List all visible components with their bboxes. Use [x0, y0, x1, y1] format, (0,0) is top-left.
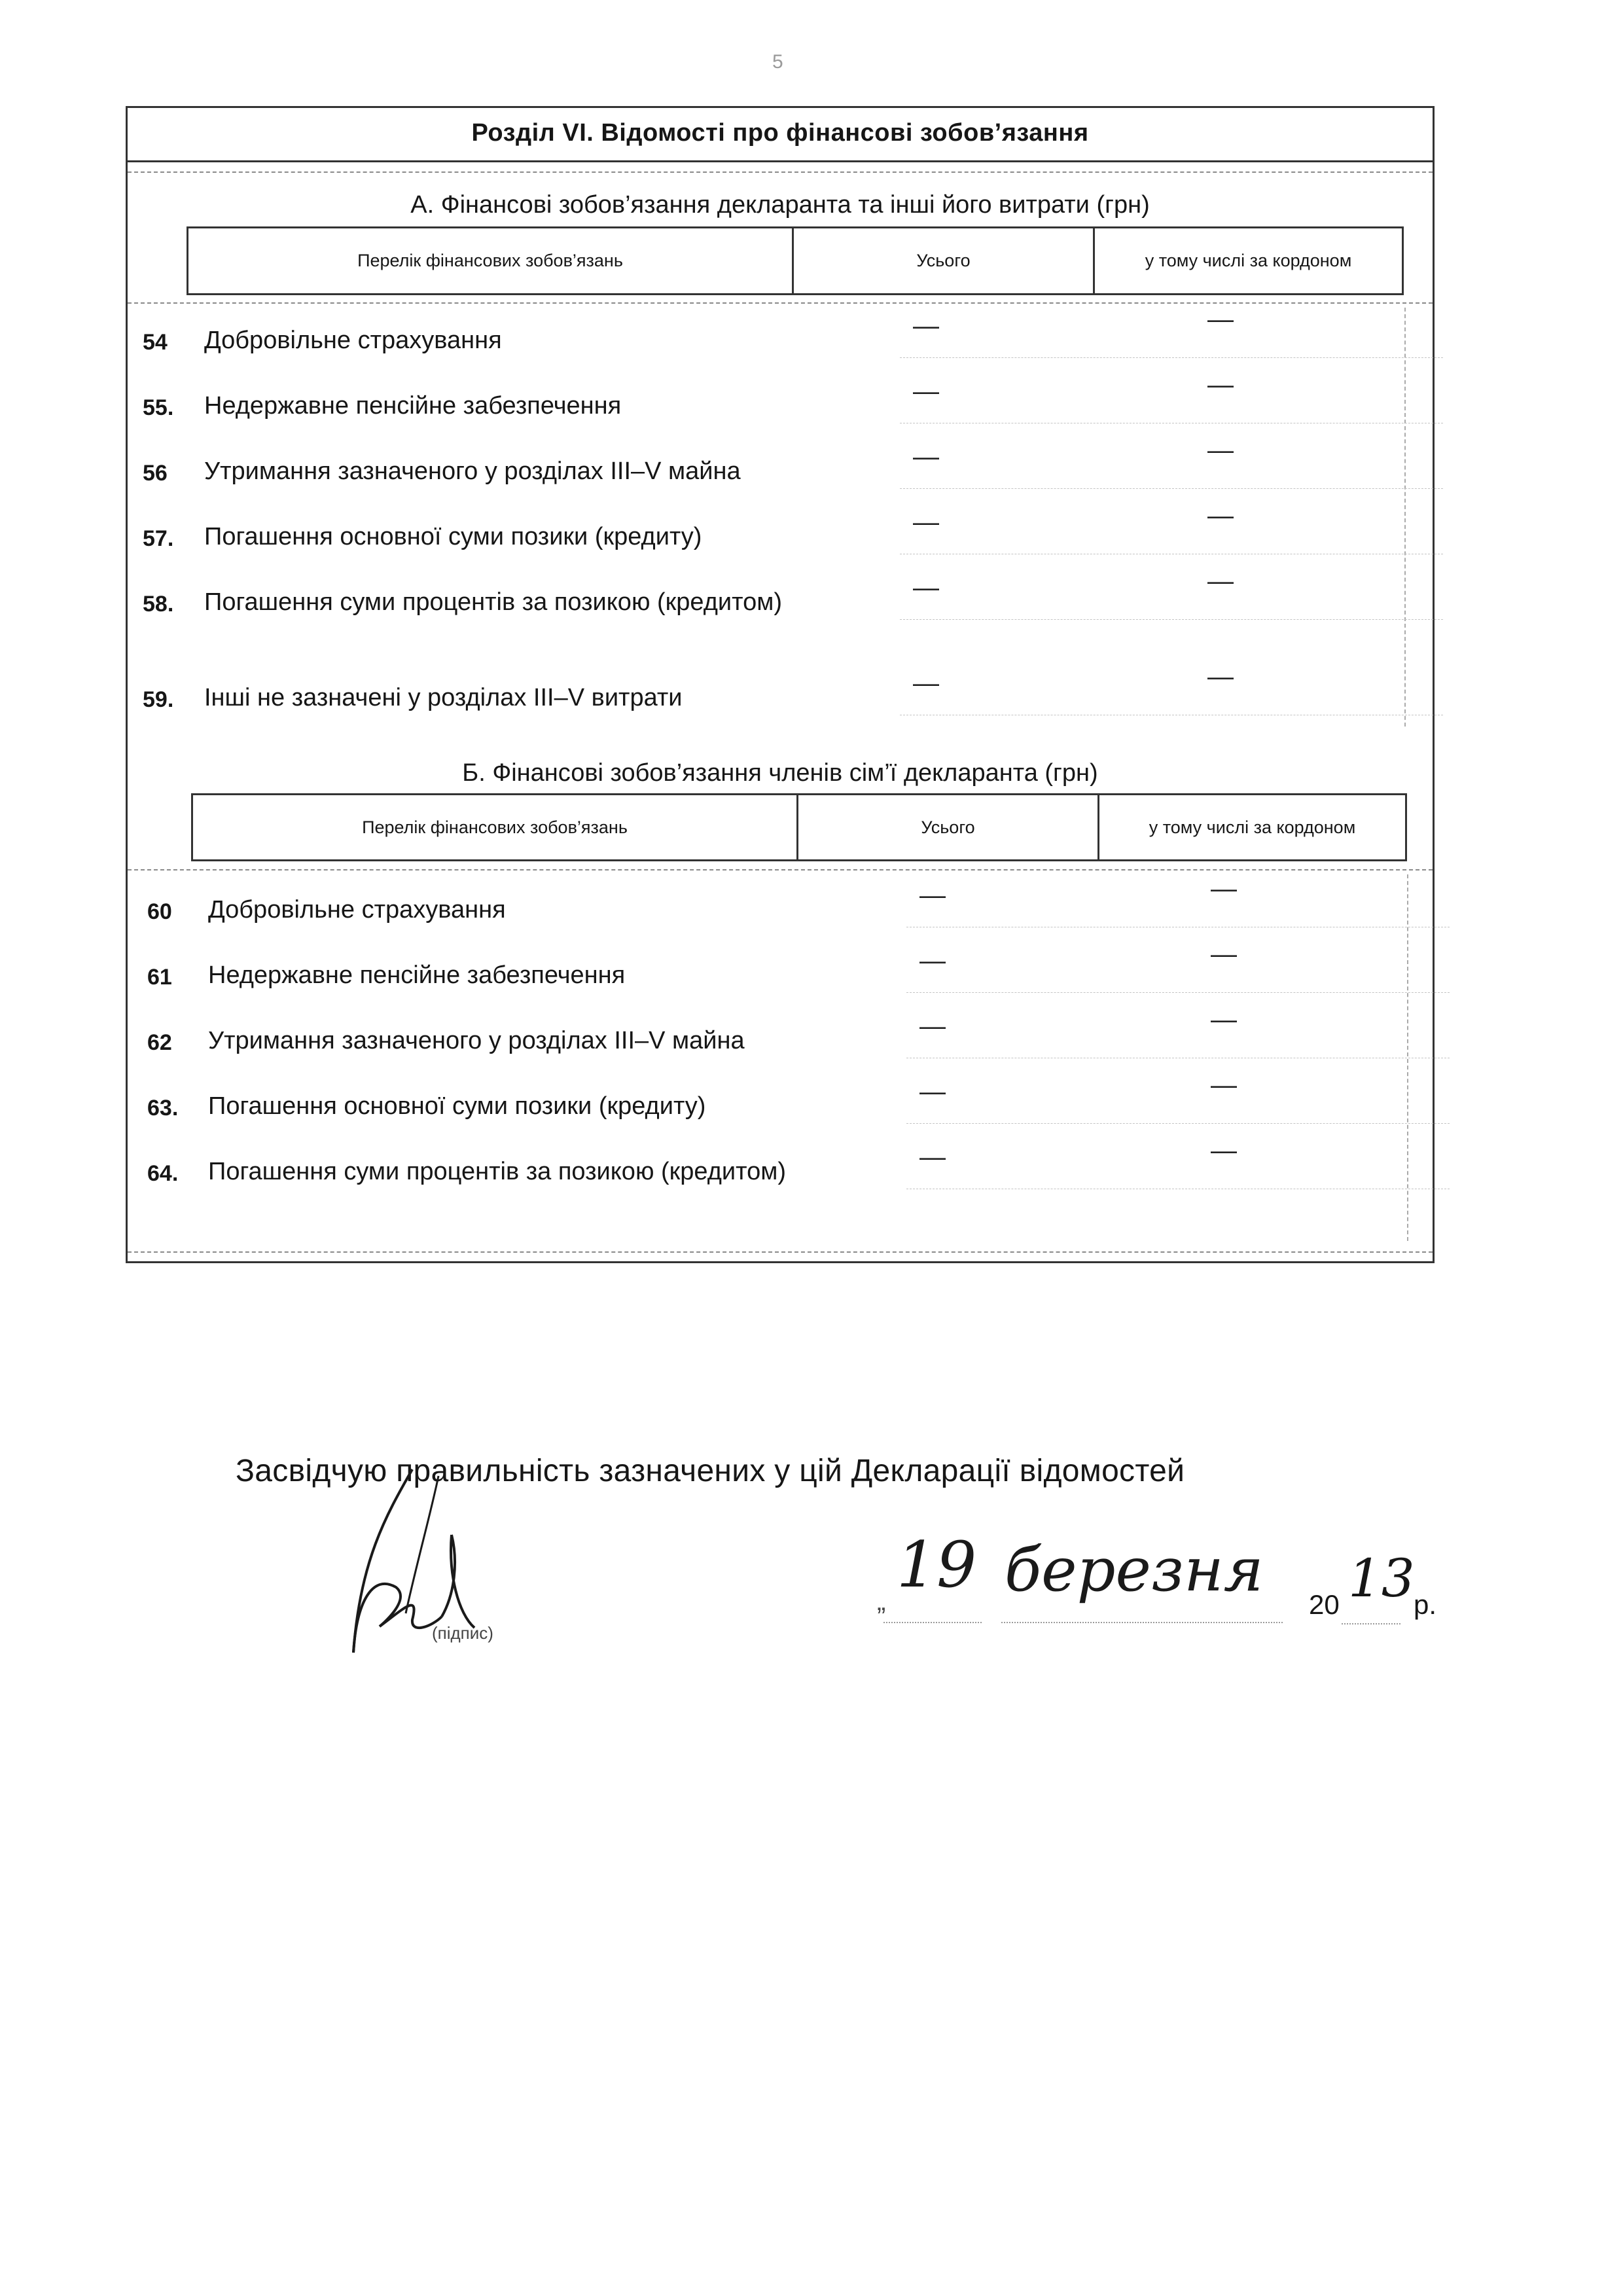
header-list: Перелік фінансових зобов’язань	[193, 795, 798, 859]
row-label: Недержавне пенсійне забезпечення	[208, 961, 626, 989]
row-guide-line	[906, 992, 1450, 993]
row-abroad-value: —	[1207, 567, 1234, 596]
header-total: Усього	[794, 228, 1095, 293]
year-suffix: 13	[1348, 1548, 1415, 1609]
date-quote: „	[877, 1587, 886, 1616]
row-number: 61	[147, 965, 172, 990]
divider	[128, 302, 1433, 304]
row-guide-line	[900, 357, 1443, 358]
row-guide-line	[900, 488, 1443, 489]
date-underline	[883, 1622, 982, 1623]
header-total: Усього	[798, 795, 1099, 859]
year-underline	[1342, 1623, 1400, 1624]
row-abroad-value: —	[1207, 501, 1234, 530]
row-abroad-value: —	[1211, 1005, 1237, 1034]
row-total-value: —	[913, 442, 939, 471]
part-b-header	[191, 793, 1407, 861]
row-total-value: —	[913, 573, 939, 602]
row-label: Погашення суми процентів за позикою (кредитом)	[208, 1158, 786, 1185]
row-label: Утримання зазначеного у розділах ІІІ–V майна	[208, 1027, 745, 1054]
row-number: 58.	[143, 592, 174, 617]
row-total-value: —	[919, 1143, 946, 1172]
row-label: Інші не зазначені у розділах ІІІ–V витрати	[204, 684, 683, 711]
column-guide	[1404, 308, 1406, 726]
row-guide-line	[900, 619, 1443, 620]
row-total-value: —	[919, 1077, 946, 1106]
row-abroad-value: —	[1207, 662, 1234, 691]
row-number: 62	[147, 1030, 172, 1055]
row-number: 63.	[147, 1096, 179, 1121]
part-a-subtitle: А. Фінансові зобов’язання декларанта та інші його витрати (грн)	[410, 191, 1150, 219]
row-label: Погашення основної суми позики (кредиту)	[204, 523, 702, 550]
row-abroad-value: —	[1211, 1071, 1237, 1100]
row-number: 54	[143, 330, 168, 355]
row-total-value: —	[913, 669, 939, 698]
row-label: Добровільне страхування	[204, 327, 502, 354]
header-abroad: у тому числі за кордоном	[1145, 251, 1352, 270]
row-number: 56	[143, 461, 168, 486]
header-list: Перелік фінансових зобов’язань	[188, 228, 794, 293]
page-number: 5	[772, 51, 783, 73]
row-total-value: —	[919, 946, 946, 975]
date-underline	[1001, 1622, 1283, 1623]
divider	[128, 1251, 1433, 1253]
part-a-header	[187, 226, 1404, 295]
row-abroad-value: —	[1211, 940, 1237, 969]
row-total-value: —	[913, 377, 939, 406]
date-month: березня	[1005, 1535, 1264, 1605]
row-label: Погашення основної суми позики (кредиту)	[208, 1092, 706, 1120]
row-number: 55.	[143, 395, 174, 420]
row-label: Добровільне страхування	[208, 896, 506, 924]
row-abroad-value: —	[1207, 370, 1234, 399]
certification-statement: Засвідчую правильність зазначених у цій Декларації відомостей	[236, 1454, 1185, 1488]
row-label: Погашення суми процентів за позикою (кредитом)	[204, 588, 782, 616]
row-abroad-value: —	[1211, 874, 1237, 903]
divider	[128, 869, 1433, 870]
row-label: Недержавне пенсійне забезпечення	[204, 392, 622, 420]
row-total-value: —	[913, 312, 939, 340]
row-number: 59.	[143, 687, 174, 712]
section-title: Розділ VI. Відомості про фінансові зобов’язання	[471, 119, 1089, 147]
year-prefix: 20	[1309, 1589, 1340, 1620]
date-day: 19	[897, 1528, 977, 1602]
part-b-subtitle: Б. Фінансові зобов’язання членів сім’ї декларанта (грн)	[462, 759, 1098, 787]
row-number: 64.	[147, 1161, 179, 1186]
row-guide-line	[906, 1123, 1450, 1124]
row-number: 60	[147, 899, 172, 924]
row-abroad-value: —	[1207, 436, 1234, 465]
row-total-value: —	[919, 881, 946, 910]
row-total-value: —	[919, 1012, 946, 1041]
divider	[128, 171, 1433, 173]
header-abroad: у тому числі за кордоном	[1149, 817, 1356, 837]
row-number: 57.	[143, 526, 174, 551]
row-label: Утримання зазначеного у розділах ІІІ–V майна	[204, 457, 741, 485]
row-abroad-value: —	[1211, 1136, 1237, 1165]
year-unit: р.	[1414, 1589, 1437, 1620]
row-total-value: —	[913, 508, 939, 537]
row-abroad-value: —	[1207, 305, 1234, 334]
signature-caption: (підпис)	[432, 1623, 493, 1643]
